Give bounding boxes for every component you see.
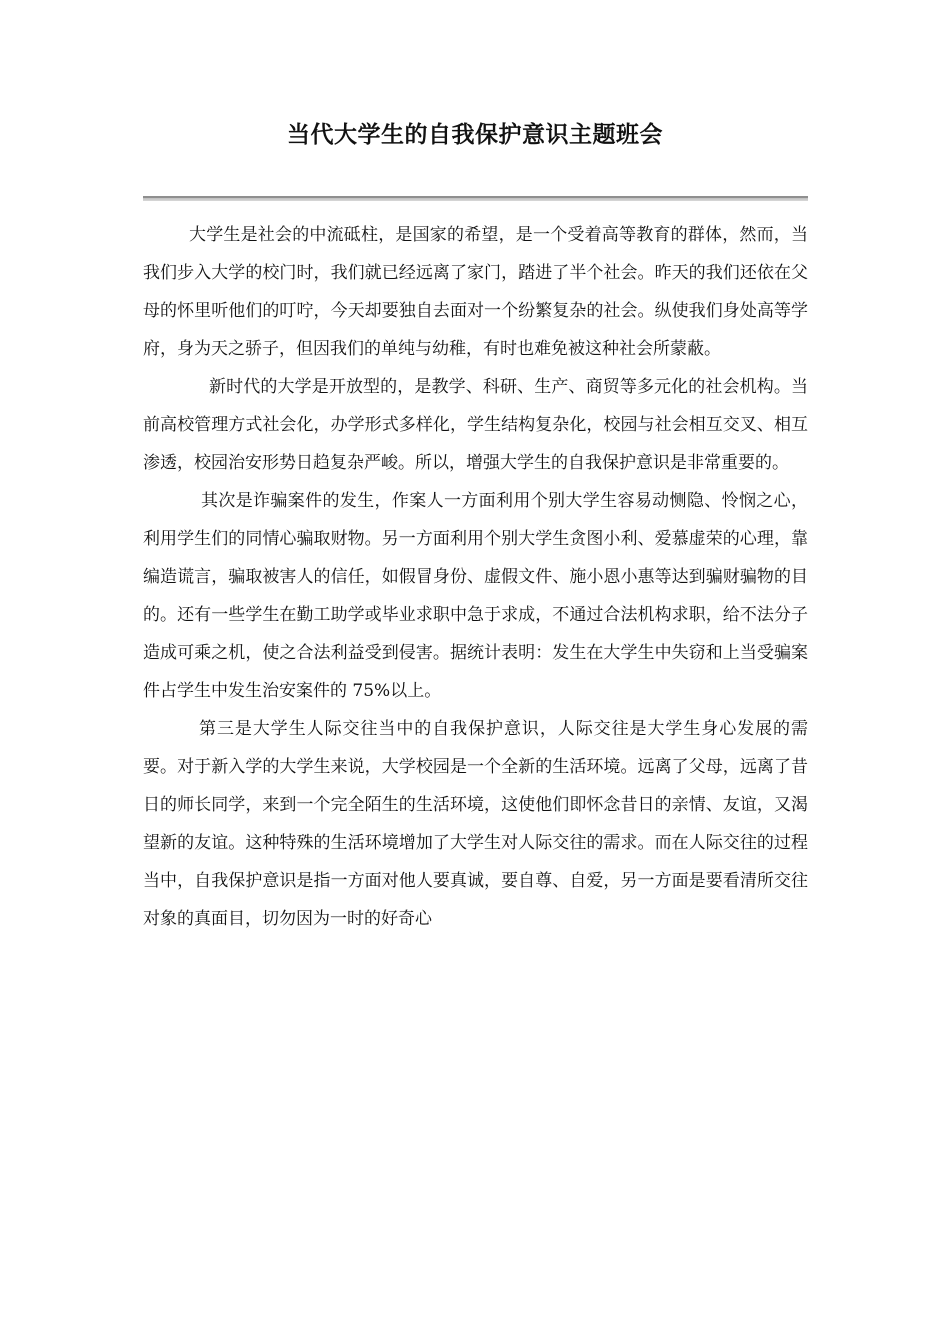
- title-divider: [143, 196, 808, 201]
- paragraph-1: 大学生是社会的中流砥柱，是国家的希望，是一个受着高等教育的群体，然而，当我们步入大学的校门时，我们就已经远离了家门，踏进了半个社会。昨天的我们还依在父母的怀里听他们的叮咛，今天却要独自去面对一个纷繁复杂的社会。纵使我们身处高等学府，身为天之骄子，但因我们的单纯与幼稚，有时也难免被这种社会所蒙蔽。: [143, 225, 808, 359]
- paragraph-3: 其次是诈骗案件的发生，作案人一方面利用个别大学生容易动恻隐、怜悯之心，利用学生们的同情心骗取财物。另一方面利用个别大学生贪图小利、爱慕虚荣的心理，靠编造谎言，骗取被害人的信任，如假冒身份、虚假文件、施小恩小惠等达到骗财骗物的目的。还有一些学生在勤工助学或毕业求职中急于求成，不通过合法机构求职，给不法分子造成可乘之机，使之合法利益受到侵害。据统计表明：发生在大学生中失窃和上当受骗案件占学生中发生治安案件的 75%以上。: [143, 491, 808, 701]
- paragraph-2: 新时代的大学是开放型的，是教学、科研、生产、商贸等多元化的社会机构。当前高校管理方式社会化，办学形式多样化，学生结构复杂化，校园与社会相互交叉、相互渗透，校园治安形势日趋复杂严峻。所以，增强大学生的自我保护意识是非常重要的。: [143, 377, 808, 473]
- document-title: 当代大学生的自我保护意识主题班会: [287, 122, 663, 148]
- document-body: [143, 216, 808, 938]
- paragraph-4: 第三是大学生人际交往当中的自我保护意识，人际交往是大学生身心发展的需 要。对于新入学的大学生来说，大学校园是一个全新的生活环境。远离了父母，远离了昔日的师长同学，来到一个完全陌生的生活环境，这使他们即怀念昔日的亲情、友谊，又渴望新的友谊。这种特殊的生活环境增加了大学生对人际交往的需求。而在人际交往的过程当中，自我保护意识是指一方面对他人要真诚，要自尊、自爱，另一方面是要看清所交往对象的真面目，切勿因为一时的好奇心: [143, 719, 808, 929]
